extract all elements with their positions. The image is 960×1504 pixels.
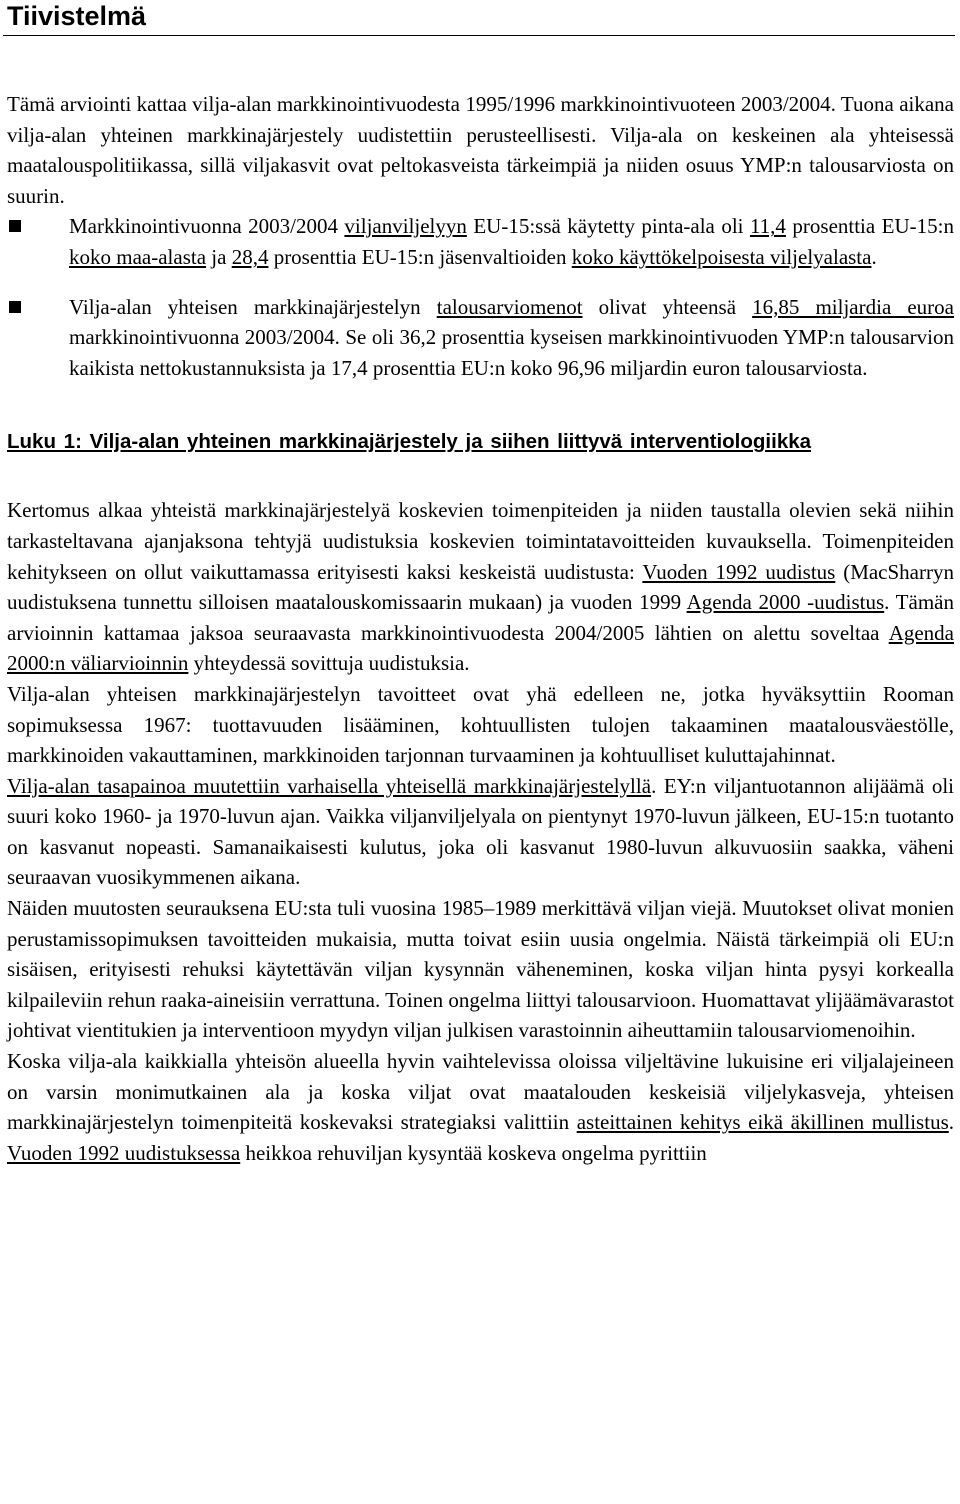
paragraph-text: Vilja-alan yhteisen markkinajärjestelyn tavoitteet ovat yhä edelleen ne, jotka hyväksyttiin Rooman sopimuksessa 1967: tuottavuuden lisääminen, kohtuullisten tulojen takaaminen maatalousväestölle, markkinoiden vakauttaminen, markkinoiden tarjonnan turvaaminen ja kohtuulliset kuluttajahinnat. <box>7 681 954 768</box>
square-bullet-icon <box>9 220 21 232</box>
underlined-term: asteittainen kehitys eikä äkillinen mullistus <box>576 1110 949 1135</box>
paragraph-text: Näiden muutosten seurauksena EU:sta tuli vuosina 1985–1989 merkittävä viljan viejä. Muutokset olivat monien perustamissopimuksen tavoitteiden mukaisia, mutta toivat esiin uusia ongelmia. Näistä tärkeimpiä oli EU:n sisäisen, erityisesti rehuksi käytettävän viljan kysynnän väheneminen, koska viljan hinta pysyi korkealla kilpaileviin rehun raaka-aineisiin verrattuna. Toinen ongelma liittyi talousarvioon. Huomattavat ylijäämävarastot johtivat vientitukien ja interventioon myydyn viljan julkisen varastoinnin aiheuttamiin talousarviomenoihin. <box>7 896 954 1043</box>
underlined-term: 28,4 <box>231 244 269 269</box>
underlined-term: Agenda 2000 -uudistus <box>686 590 885 615</box>
bullet-text: prosenttia EU-15:n <box>785 214 954 239</box>
underlined-term: 11,4 <box>749 214 786 239</box>
intro-text: Tämä arviointi kattaa vilja-alan markkinointivuodesta 1995/1996 markkinointivuoteen 2003/2004. Tuona aikana vilja-alan yhteinen markkinajärjestely uudistettiin perusteellisesti. Vilja-ala on keskeinen ala yhteisessä maatalouspolitiikassa, sillä viljakasvit ovat peltokasveista tärkeimpiä ja niiden osuus YMP:n talousarviosta on suurin. <box>7 92 954 208</box>
paragraph-text: (MacSharryn uudistuksena tunnettu silloisen maatalouskomissaarin mukaan) ja vuoden 1999 <box>7 559 954 615</box>
bullet-text: ja <box>206 244 232 269</box>
key-facts-list <box>7 211 954 383</box>
bullet-text: Vilja-alan yhteisen markkinajärjestelyn <box>69 294 437 319</box>
square-bullet-icon <box>9 301 21 313</box>
underlined-term: viljanviljelyyn <box>344 214 467 239</box>
paragraph-text: yhteydessä sovittuja uudistuksia. <box>188 651 470 676</box>
section-heading: Luku 1: Vilja-alan yhteinen markkinajärjestely ja siihen liittyvä interventiologiikka <box>7 430 812 454</box>
bullet-text: Markkinointivuonna 2003/2004 <box>69 214 345 239</box>
body-paragraph <box>7 771 954 893</box>
underlined-term: koko käyttökelpoisesta viljelyalasta <box>571 244 872 269</box>
underlined-term: Vuoden 1992 uudistus <box>642 559 836 584</box>
paragraph-text: . EY:n viljantuotannon alijäämä oli suuri koko 1960- ja 1970-luvun ajan. Vaikka viljanviljelyala on pientynyt 1970-luvun jälkeen, EU-15:n tuotanto on kasvanut nopeasti. Samanaikaisesti kulutus, joka oli kasvanut 1980-luvun alkuvuosiin saakka, väheni seuraavan vuosikymmenen aikana. <box>7 773 954 890</box>
body-paragraph <box>7 495 954 679</box>
underlined-term: Vilja-alan tasapainoa muutettiin varhaisella yhteisellä markkinajärjestelyllä <box>7 773 652 798</box>
underlined-term: Vuoden 1992 uudistuksessa <box>7 1140 241 1165</box>
bullet-text: olivat yhteensä <box>582 294 753 319</box>
bullet-text: markkinointivuonna 2003/2004. Se oli 36,2 prosenttia kyseisen markkinointivuoden YMP:n talousarvion kaikista nettokustannuksista ja 17,4 prosenttia EU:n koko 96,96 miljardin euron talousarviosta. <box>69 325 954 380</box>
underlined-term: talousarviomenot <box>436 294 583 319</box>
paragraph-text: heikkoa rehuviljan kysyntää koskeva ongelma pyrittiin <box>240 1140 707 1165</box>
paragraph-text: . Tämän arvioinnin kattamaa jaksoa seuraavasta markkinointivuodesta 2004/2005 lähtien on alettu soveltaa <box>7 590 954 645</box>
underlined-term: koko maa-alasta <box>69 244 207 269</box>
bullet-text: prosenttia EU-15:n jäsenvaltioiden <box>268 244 572 269</box>
list-item <box>7 211 954 272</box>
bullet-text: . <box>871 244 877 269</box>
underlined-term: Agenda 2000:n väliarvioinnin <box>7 620 954 676</box>
body-paragraph <box>7 679 954 771</box>
body-paragraph <box>7 1046 954 1168</box>
body-paragraph <box>7 893 954 1046</box>
paragraph-text: Kertomus alkaa yhteistä markkinajärjestelyä koskevien toimenpiteiden ja niiden taustalla olevien sekä niihin tarkasteltavana ajanjaksona tehtyjä uudistuksia koskevien toimintatavoitteiden kuvauksella. Toimenpiteiden kehitykseen on ollut vaikuttamassa erityisesti kaksi keskeistä uudistusta: <box>7 498 954 584</box>
page-title: Tiivistelmä <box>7 1 147 31</box>
bullet-text: EU-15:ssä käytetty pinta-ala oli <box>466 214 750 239</box>
intro-paragraph <box>7 89 954 211</box>
paragraph-text: . <box>948 1110 954 1135</box>
title-underline-rule <box>3 35 955 36</box>
list-item <box>7 292 954 384</box>
paragraph-text: Koska vilja-ala kaikkialla yhteisön alueella hyvin vaihtelevissa oloissa viljeltävine lukuisine eri viljalajeineen on varsin monimutkainen ala ja koska viljat ovat maatalouden keskeisiä viljelykasveja, yhteisen markkinajärjestelyn toimenpiteitä koskevaksi strategiaksi valittiin <box>7 1049 954 1135</box>
underlined-term: 16,85 miljardia euroa <box>752 294 955 319</box>
